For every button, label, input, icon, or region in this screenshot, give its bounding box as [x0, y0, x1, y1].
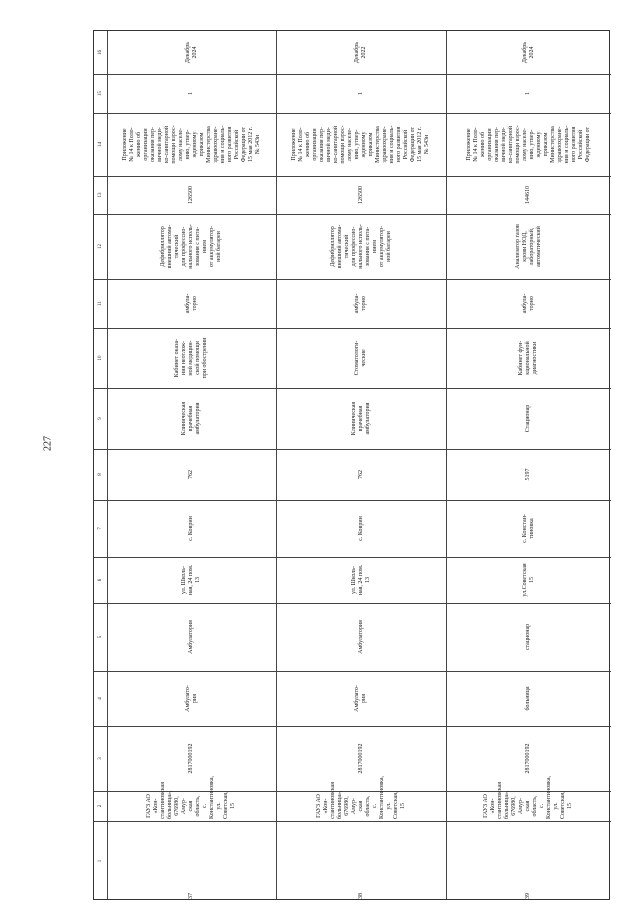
field-divider: [94, 603, 611, 604]
cell-unit: Клиническая врачебная амбулатория: [181, 401, 201, 436]
column-number-14: 14: [98, 142, 103, 147]
cell-org: ГАУЗ АО «Кон- стантиновская больница», 676980, Амур- ская область, с. Константиновка, ул. Советская, 15: [315, 775, 406, 819]
cell-population: 762: [188, 470, 194, 479]
column-number-5: 5: [98, 635, 103, 639]
cell-code: 2817000192: [188, 743, 194, 774]
cell-population: 5197: [525, 468, 531, 481]
cell-room: Кабинет оказа- ния неотлож- ной медицин- ской помощи при обострении: [174, 337, 208, 379]
cell-term: Декабрь 2024: [521, 41, 535, 64]
cell-basis: Приложение № 14 к Поло- жению об организации оказания пер- вичной меди- ко-санитарной помощи взрос- лому населе- нию, утвер- жденному приказом Министерства здравоохране- ния и социаль- ного развития Российской Федерации от 15 мая 2012 г. № 543н: [291, 125, 430, 164]
cell-type: Амбулато- рия: [184, 685, 198, 712]
equipment-table: [93, 30, 610, 900]
field-divider: [94, 671, 611, 672]
field-divider: [94, 176, 611, 177]
cell-equipment: Дефибриллятор внешний автома- тический для профессио- нального исполь- зования с пита- нием от аккумулятор- ной батареи: [329, 224, 392, 269]
field-divider: [94, 113, 611, 114]
column-number-10: 10: [98, 355, 103, 361]
column-number-15: 15: [98, 91, 103, 96]
column-number-12: 12: [98, 244, 103, 249]
cell-unit: Клиническая врачебная амбулатория: [350, 401, 371, 436]
field-divider: [94, 726, 611, 727]
record-divider: [107, 31, 108, 899]
cell-num: 38: [357, 893, 364, 899]
field-divider: [94, 279, 611, 280]
cell-equipment: Дефибриллятор внешний автома- тический для профессио- нального исполь- зования с пита- нием от аккумулятор- ной батареи: [160, 224, 222, 269]
cell-num: 37: [188, 893, 194, 899]
column-number-11: 11: [98, 301, 103, 306]
column-number-8: 8: [98, 473, 103, 476]
column-number-3: 3: [98, 757, 103, 760]
cell-locality: с. Констан- тиновка: [521, 514, 535, 543]
column-number-6: 6: [98, 578, 103, 582]
cell-address: ул. Школь- ная, 24 пом. 13: [181, 564, 201, 596]
cell-locality: с. Коврин: [357, 516, 364, 541]
cell-term: Декабрь 2022: [354, 41, 367, 64]
cell-locality: с. Коврин: [188, 516, 194, 541]
cell-num: 39: [525, 893, 531, 899]
column-number-9: 9: [98, 417, 103, 420]
cell-term: Декабрь 2024: [184, 41, 198, 64]
cell-profile: Амбулатория: [188, 620, 194, 654]
field-divider: [94, 449, 611, 450]
field-divider: [94, 328, 611, 329]
cell-unit: Стационар: [525, 404, 531, 433]
field-divider: [94, 74, 611, 75]
cell-use: амбула- торно: [521, 293, 535, 314]
cell-type: Амбулато- рия: [354, 685, 367, 712]
cell-population: 762: [357, 470, 364, 479]
record-divider: [276, 31, 277, 899]
cell-qty: 1: [357, 92, 364, 95]
cell-use: амбула- торно: [354, 293, 367, 314]
cell-code2: 126500: [357, 186, 364, 204]
cell-basis: Приложение № 14 к Поло- жению об организации оказания пер- вичной меди- ко-санитарной помощи взрос- лому населе- нию, утвер- жденному приказом Министерства здравоохране- ния и социаль- ного развития Российской Федерации от: [465, 125, 591, 164]
field-divider: [94, 500, 611, 501]
cell-code: 2817000192: [357, 743, 364, 774]
cell-profile: стационар: [525, 623, 531, 651]
cell-room: Кабинет фун- кциональной диагностики: [518, 340, 538, 376]
cell-type: больница: [525, 686, 531, 711]
record-divider: [446, 31, 447, 899]
field-divider: [94, 388, 611, 389]
column-number-7: 7: [98, 527, 103, 530]
cell-org: ГАУЗ АО «Кон- стантиновская больница», 676980, Амур- ская область, с. Константиновка, ул. Советская, 15: [146, 775, 236, 819]
column-number-2: 2: [98, 804, 103, 808]
column-number-4: 4: [98, 697, 103, 700]
cell-room: Стоматологи- ческие: [354, 340, 367, 376]
column-number-1: 1: [98, 859, 103, 863]
field-divider: [94, 821, 611, 822]
cell-code2: 126500: [188, 186, 194, 204]
cell-qty: 1: [525, 92, 531, 95]
field-divider: [94, 214, 611, 215]
cell-address: ул. Школь- ная, 24 пом. 13: [350, 564, 371, 596]
column-number-13: 13: [98, 192, 103, 198]
cell-basis: Приложение № 14 к Поло- жению об организации оказания пер- вичной меди- ко-санитарной помощи взрос- лому населе- нию, утвер- жденному приказом Министерства здравоохране- ния и социаль- ного развития Российской Федерации от 15 мая 2012 г. № 543н: [121, 125, 261, 164]
cell-use: амбула- торно: [184, 293, 198, 314]
cell-profile: Амбулатория: [357, 620, 364, 654]
cell-org: ГАУЗ АО «Кон- стантиновская больница», 676980, Амур- ская область, с. Константиновка, ул. Советская, 15: [483, 775, 573, 819]
cell-code2: 144610: [525, 186, 531, 204]
page-number: 227: [42, 436, 54, 451]
cell-equipment: Анализатор газов крови НОД, лабораторный, автоматический: [514, 224, 542, 269]
cell-address: ул.Советская 15: [521, 563, 535, 597]
field-divider: [94, 557, 611, 558]
cell-qty: 1: [188, 92, 194, 95]
cell-code: 2817000192: [525, 743, 531, 774]
column-number-16: 16: [98, 50, 103, 55]
